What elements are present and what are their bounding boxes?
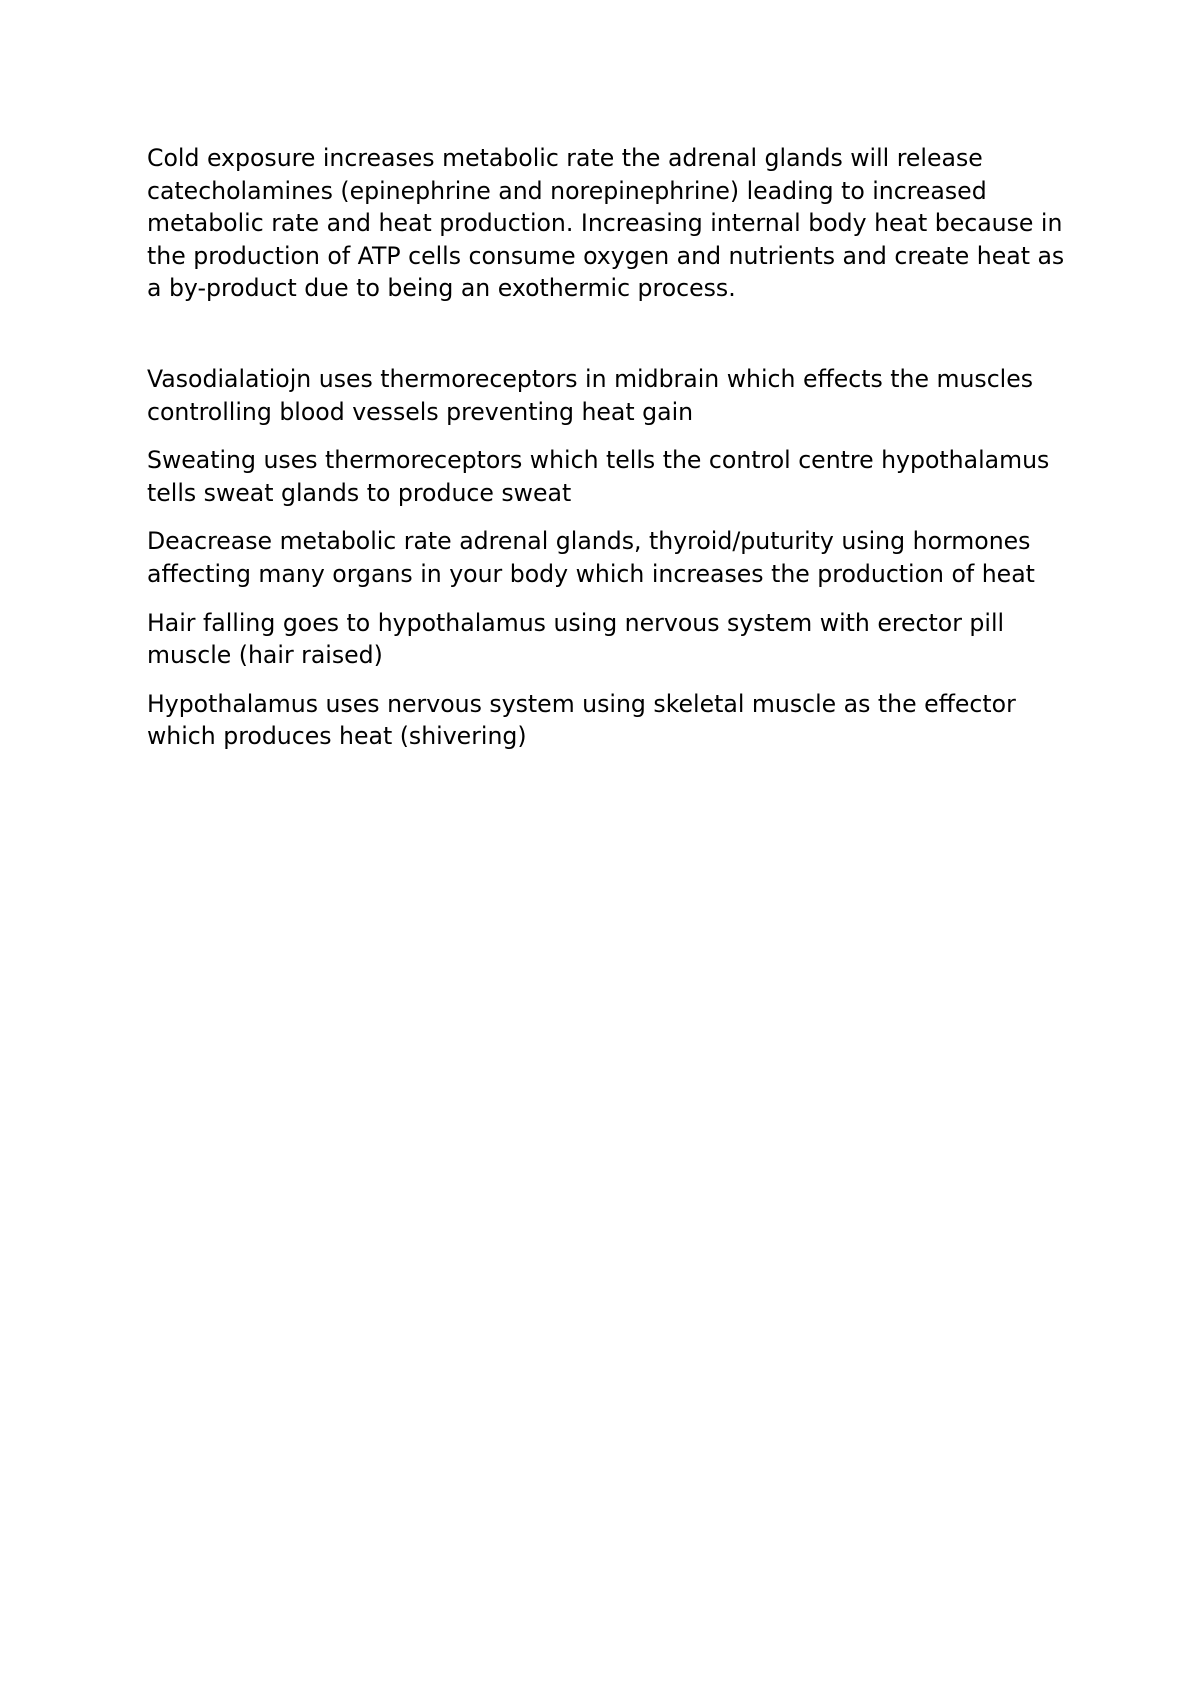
paragraph-sweating: Sweating uses thermoreceptors which tells the control centre hypothalamus tells sweat glands to produce sweat [147, 446, 1050, 507]
intro-paragraph: Cold exposure increases metabolic rate the adrenal glands will release catecholamines (epinephrine and norepinephrine) leading to increased metabolic rate and heat production. Increasing internal body heat because in the production of ATP cells consume oxygen and nutrients and create heat as a by-product due to being an exothermic process. [147, 144, 1065, 303]
paragraph-hair: Hair falling goes to hypothalamus using nervous system with erector pill muscle (hair raised) [147, 608, 1005, 670]
document-body [147, 142, 1082, 769]
paragraph-metabolic-rate: Deacrease metabolic rate adrenal glands, thyroid/puturity using hormones affecting many organs in your body which increases the production of heat [147, 527, 1035, 588]
paragraph-shivering: Hypothalamus uses nervous system using skeletal muscle as the effector which produces heat (shivering) [147, 689, 1016, 751]
paragraph-vasodilation: Vasodialatiojn uses thermoreceptors in midbrain which effects the muscles controlling blood vessels preventing heat gain [147, 364, 1034, 426]
